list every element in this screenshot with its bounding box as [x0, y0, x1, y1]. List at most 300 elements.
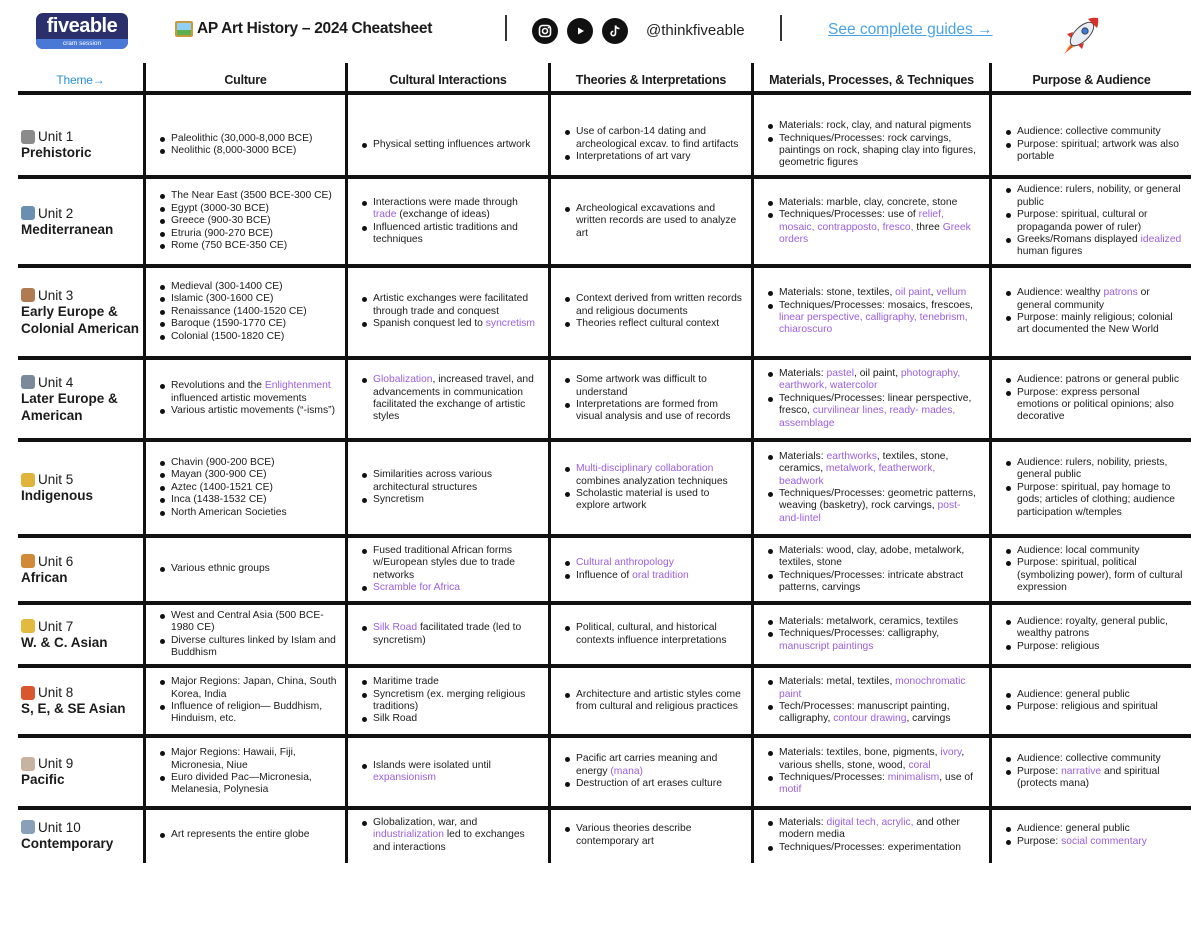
church-icon	[21, 288, 35, 302]
text-segment: Globalization, war, and	[373, 816, 478, 828]
highlighted-term: photography, earthwork, watercolor	[779, 367, 961, 392]
list-item	[158, 190, 332, 202]
unit-name: S, E, & SE Asian	[21, 701, 126, 716]
list-item	[563, 488, 743, 513]
highlighted-term: Multi-disciplinary collaboration	[576, 463, 714, 475]
text-segment: Audience: patrons or general public	[1017, 374, 1179, 386]
text-segment: Interpretations of art vary	[576, 151, 691, 163]
list-item	[158, 635, 337, 660]
page-title	[175, 20, 432, 38]
list-item	[1004, 234, 1183, 259]
list-item	[766, 488, 981, 525]
list-item	[766, 197, 981, 209]
text-segment: Materials: marble, clay, concrete, stone	[779, 196, 958, 208]
unit-number	[21, 472, 146, 487]
text-segment: Islamic (300-1600 CE)	[171, 293, 274, 305]
bullet-list	[1004, 823, 1147, 848]
list-item	[158, 228, 332, 240]
unit-number-text: Unit 3	[38, 287, 74, 303]
text-segment: Egypt (3000-30 BCE)	[171, 202, 269, 214]
list-item	[563, 151, 743, 163]
bullet-list	[766, 616, 981, 653]
text-segment: Various artistic movements (“-isms”)	[171, 405, 336, 417]
list-item	[1004, 836, 1147, 848]
text-segment: Interactions were made through	[373, 196, 518, 208]
list-item	[158, 293, 307, 305]
text-segment: , use of	[939, 772, 974, 783]
text-segment: Silk Road	[373, 713, 418, 725]
highlighted-term: earthworks	[826, 450, 877, 462]
bullet-list	[766, 747, 981, 797]
text-segment: Purpose: mainly religious; colonial art documented the New World	[1017, 312, 1173, 336]
text-segment: Influence of religion— Buddhism, Hinduism, etc.	[171, 701, 323, 725]
list-item	[158, 676, 337, 701]
moai-icon	[21, 130, 35, 144]
bullet-list	[360, 760, 540, 785]
text-segment: Art represents the entire globe	[171, 829, 310, 841]
list-item	[1004, 689, 1158, 701]
unit-label-cell	[21, 538, 146, 601]
list-item	[158, 145, 312, 157]
cell-theories	[551, 115, 751, 175]
instagram-icon[interactable]	[532, 18, 558, 44]
bullet-list	[563, 126, 743, 163]
cell-theories	[551, 738, 751, 806]
list-item	[158, 457, 287, 469]
cell-cultural-interactions	[348, 605, 548, 664]
list-item	[766, 209, 981, 246]
highlighted-term: idealized	[1140, 233, 1182, 245]
page-header	[0, 0, 1200, 64]
bullet-list	[766, 545, 981, 595]
list-item	[360, 713, 540, 725]
text-segment: Use of carbon-14 dating and archeological excav. to find artifacts	[576, 126, 739, 150]
highlighted-term: expansionism	[373, 772, 436, 783]
list-item	[158, 215, 332, 227]
unit-name: Prehistoric	[21, 145, 92, 160]
text-segment: Renaissance (1400-1520 CE)	[171, 305, 307, 317]
highlighted-term: industrialization	[373, 829, 444, 841]
cell-purpose	[992, 360, 1191, 438]
list-item	[1004, 641, 1183, 653]
unit-label-cell	[21, 268, 146, 356]
bullet-list	[563, 374, 743, 424]
text-segment: led to exchanges and interactions	[373, 829, 525, 853]
highlighted-term: oral tradition	[632, 569, 689, 581]
text-segment: Some artwork was difficult to understand	[576, 374, 707, 398]
text-segment: combines analyzation techniques	[576, 475, 728, 487]
text-segment: Audience: collective community	[1017, 753, 1161, 765]
list-item	[360, 622, 540, 647]
cell-culture	[146, 442, 345, 534]
highlighted-term: syncretism	[485, 318, 535, 330]
text-segment: Etruria (900-270 BCE)	[171, 227, 273, 239]
cell-culture	[146, 668, 345, 734]
cell-cultural-interactions	[348, 738, 548, 806]
highlighted-term: oil paint	[895, 287, 931, 299]
bullet-list	[158, 281, 307, 343]
youtube-icon[interactable]	[567, 18, 593, 44]
list-item	[1004, 209, 1183, 234]
text-segment: Spanish conquest led to	[373, 318, 486, 330]
cell-cultural-interactions	[348, 442, 548, 534]
cell-cultural-interactions	[348, 668, 548, 734]
text-segment: Similarities across various architectural structures	[373, 469, 493, 493]
list-item	[563, 463, 743, 488]
cell-culture	[146, 605, 345, 664]
cell-cultural-interactions	[348, 179, 548, 264]
highlighted-term: ivory	[940, 747, 962, 759]
list-item	[1004, 823, 1147, 835]
text-segment: Chavin (900-200 BCE)	[171, 456, 275, 468]
text-segment: , oil paint,	[853, 367, 901, 379]
list-item	[766, 842, 981, 854]
text-segment: and spiritual (protects mana)	[1017, 765, 1160, 790]
unit-label-cell	[21, 668, 146, 734]
bullet-list	[360, 676, 540, 726]
list-item	[158, 331, 307, 343]
bullet-list	[766, 368, 981, 430]
text-segment: Purpose: religious	[1017, 640, 1100, 652]
text-segment: Political, cultural, and historical contexts influence interpretations	[576, 622, 727, 646]
unit-number	[21, 756, 146, 771]
unit-number-text: Unit 6	[38, 553, 74, 569]
cell-cultural-interactions	[348, 360, 548, 438]
text-segment: Paleolithic (30,000-8,000 BCE)	[171, 132, 313, 144]
list-item	[158, 240, 332, 252]
bullet-list	[360, 374, 540, 424]
unit-number	[21, 206, 146, 221]
cell-purpose	[992, 668, 1191, 734]
unit-label-cell	[21, 605, 146, 664]
unit-label-cell	[21, 179, 146, 264]
unit-number-text: Unit 2	[38, 205, 74, 221]
text-segment: Techniques/Processes: rock carvings, paintings on rock, shaping clay into figures, geometric figures	[779, 132, 976, 169]
cell-theories	[551, 668, 751, 734]
text-segment: Artistic exchanges were facilitated through trade and conquest	[373, 293, 529, 317]
text-segment: , increased travel, and advancements in communication facilitated the exchange of artistic styles	[373, 374, 534, 423]
cell-theories	[551, 810, 751, 861]
text-segment: Techniques/Processes: calligraphy,	[779, 628, 940, 640]
text-segment: Baroque (1590-1770 CE)	[171, 318, 287, 330]
cell-purpose	[992, 538, 1191, 601]
highlighted-term: coral	[908, 759, 931, 771]
cell-culture	[146, 360, 345, 438]
bullet-list	[1004, 753, 1183, 790]
text-segment: three	[913, 221, 943, 233]
bullet-list	[360, 139, 530, 151]
highlighted-term: narrative	[1061, 765, 1102, 777]
list-item	[158, 133, 312, 145]
cell-materials	[754, 538, 989, 601]
bullet-list	[766, 817, 981, 854]
text-segment: Rome (750 BCE-350 CE)	[171, 240, 288, 252]
col-header-cultural-interactions: Cultural Interactions	[389, 73, 507, 87]
text-segment: Revolutions and the	[171, 380, 265, 392]
unit-label-cell	[21, 442, 146, 534]
text-segment: Inca (1438-1532 CE)	[171, 494, 267, 506]
list-item	[1004, 126, 1183, 138]
text-segment: Purpose: spiritual, pay homage to gods; articles of clothing; audience participation w/temples	[1017, 481, 1175, 518]
bullet-list	[158, 676, 337, 726]
cell-theories	[551, 360, 751, 438]
list-item	[563, 689, 743, 714]
text-segment: Diverse cultures linked by Islam and Buddhism	[171, 634, 336, 658]
bullet-list	[563, 753, 743, 790]
fiveable-logo[interactable]	[36, 13, 128, 49]
text-segment: Audience: general public	[1017, 823, 1130, 835]
text-segment: Colonial (1500-1820 CE)	[171, 330, 285, 342]
office-building-icon	[21, 820, 35, 834]
list-item	[563, 557, 689, 569]
text-segment: Fused traditional African forms w/European styles due to trade networks	[373, 544, 515, 581]
highlighted-term: Enlightenment	[264, 380, 331, 392]
unit-name: Later Europe & American	[21, 390, 118, 423]
list-item	[563, 293, 743, 318]
text-segment: Purpose:	[1017, 765, 1062, 777]
bullet-list	[563, 689, 743, 714]
cell-purpose	[992, 115, 1191, 175]
cell-theories	[551, 442, 751, 534]
highlighted-term: motif	[779, 784, 802, 796]
complete-guides-link[interactable]: See complete guides →	[828, 21, 993, 38]
text-segment: influenced artistic movements	[171, 392, 307, 404]
unit-name: Early Europe & Colonial American	[21, 303, 140, 336]
list-item	[766, 545, 981, 570]
unit-number-text: Unit 9	[38, 756, 74, 771]
highlighted-term: Cultural anthropology	[576, 557, 674, 569]
text-segment: Various theories describe contemporary art	[576, 823, 692, 847]
bullet-list	[766, 676, 981, 726]
text-segment: Materials:	[779, 367, 827, 379]
list-item	[766, 747, 981, 772]
text-segment: North American Societies	[171, 506, 287, 518]
cell-theories	[551, 268, 751, 356]
list-item	[766, 368, 981, 393]
cell-materials	[754, 360, 989, 438]
list-item	[360, 374, 540, 424]
cell-cultural-interactions	[348, 268, 548, 356]
list-item	[360, 494, 540, 506]
list-item	[1004, 616, 1183, 641]
text-segment: Materials: rock, clay, and natural pigments	[779, 120, 972, 132]
bullet-list	[1004, 287, 1183, 337]
col-header-theme: Theme→	[56, 73, 105, 87]
text-segment: Materials: textiles, bone, pigments,	[779, 747, 941, 759]
unit-name: Indigenous	[21, 488, 93, 503]
text-segment: ,	[930, 287, 937, 299]
list-item	[766, 393, 981, 430]
cell-culture	[146, 538, 345, 601]
text-segment: Greece (900-30 BCE)	[171, 215, 271, 227]
bullet-list	[1004, 184, 1183, 258]
highlighted-term: contour drawing	[833, 713, 907, 725]
highlighted-term: monochromatic paint	[779, 676, 966, 700]
list-item	[766, 120, 981, 132]
list-item	[1004, 701, 1158, 713]
list-item	[766, 676, 981, 701]
text-segment: Syncretism (ex. merging religious traditions)	[373, 688, 526, 712]
text-segment: Techniques/Processes: linear perspective, fresco,	[779, 392, 972, 417]
unit-number-text: Unit 4	[38, 374, 74, 390]
list-item	[563, 126, 743, 151]
classical-building-icon	[21, 206, 35, 220]
list-item	[1004, 557, 1183, 594]
list-item	[360, 582, 540, 594]
bullet-list	[360, 622, 540, 647]
bullet-list	[360, 197, 540, 247]
unit-name: Contemporary	[21, 835, 114, 851]
bullet-list	[1004, 616, 1183, 653]
highlighted-term: Silk Road	[373, 622, 418, 634]
text-segment: Techniques/Processes: mosaics, frescoes,	[779, 299, 974, 311]
text-segment: Audience: rulers, nobility, or general public	[1017, 184, 1181, 208]
cell-cultural-interactions	[348, 115, 548, 175]
text-segment: , various shells, stone, wood,	[779, 747, 965, 771]
text-segment: Techniques/Processes: experimentation	[779, 841, 962, 853]
text-segment: Destruction of art erases culture	[576, 778, 722, 790]
unit-number	[21, 554, 146, 569]
unit-number	[21, 820, 146, 835]
list-item	[158, 281, 307, 293]
list-item	[158, 405, 337, 417]
highlighted-term: vellum	[936, 287, 967, 299]
highlighted-term: Globalization	[373, 374, 433, 386]
list-item	[1004, 287, 1183, 312]
list-item	[360, 760, 540, 785]
list-item	[158, 306, 307, 318]
bullet-list	[158, 829, 310, 841]
list-item	[158, 747, 337, 772]
bullet-list	[158, 747, 337, 797]
highlighted-term: Greek orders	[779, 221, 971, 245]
framed-picture-icon	[175, 21, 193, 37]
cell-purpose	[992, 810, 1191, 861]
cell-culture	[146, 179, 345, 264]
text-segment: human figures	[1017, 246, 1083, 258]
col-header-culture: Culture	[224, 73, 267, 87]
text-segment: Techniques/Processes:	[779, 772, 888, 783]
unit-number	[21, 129, 146, 144]
bullet-list	[158, 563, 270, 575]
bullet-list	[1004, 457, 1183, 519]
text-segment: Tech/Processes: manuscript painting, calligraphy,	[779, 701, 950, 725]
cell-culture	[146, 115, 345, 175]
unit-name: Pacific	[21, 772, 65, 787]
text-segment: Neolithic (8,000-3000 BCE)	[171, 145, 297, 156]
pagoda-icon	[21, 686, 35, 700]
text-segment: , carvings	[906, 713, 951, 725]
text-segment: Influence of	[576, 569, 633, 581]
cell-culture	[146, 268, 345, 356]
cell-cultural-interactions	[348, 810, 548, 861]
list-item	[563, 753, 743, 778]
list-item	[563, 778, 743, 790]
list-item	[563, 570, 689, 582]
text-segment: Medieval (300-1400 CE)	[171, 280, 283, 292]
list-item	[563, 318, 743, 330]
col-header-theories: Theories & Interpretations	[575, 73, 727, 87]
grid-line	[18, 91, 1191, 95]
text-segment: Islands were isolated until	[373, 759, 491, 771]
cell-purpose	[992, 179, 1191, 264]
text-segment: Pacific art carries meaning and energy	[576, 753, 718, 777]
text-segment: Audience: wealthy	[1017, 287, 1104, 299]
list-item	[360, 139, 530, 151]
cell-theories	[551, 538, 751, 601]
text-segment: Techniques/Processes: use of	[779, 209, 919, 221]
list-item	[1004, 482, 1183, 519]
text-segment: Aztec (1400-1521 CE)	[171, 481, 273, 493]
cell-materials	[754, 179, 989, 264]
bullet-list	[563, 463, 743, 513]
list-item	[158, 610, 337, 635]
list-item	[158, 203, 332, 215]
highlighted-term: manuscript paintings	[779, 640, 874, 652]
list-item	[158, 701, 337, 726]
list-item	[158, 482, 287, 494]
text-segment: Techniques/Processes: intricate abstract patterns, carvings	[779, 569, 964, 593]
bullet-list	[766, 287, 981, 337]
list-item	[766, 616, 981, 628]
unit-label-cell	[21, 810, 146, 861]
list-item	[158, 494, 287, 506]
text-segment: Materials:	[779, 450, 827, 462]
cell-materials	[754, 605, 989, 664]
highlighted-term: linear perspective, calligraphy, tenebrism, chiaroscuro	[779, 312, 968, 336]
text-segment: Scholastic material is used to explore artwork	[576, 488, 710, 512]
text-segment: , textiles, stone, ceramics,	[779, 450, 949, 475]
tiktok-icon[interactable]	[602, 18, 628, 44]
cell-theories	[551, 605, 751, 664]
cell-materials	[754, 115, 989, 175]
mosque-icon	[21, 619, 35, 633]
highlighted-term: metalwork, featherwork, beadwork	[779, 463, 936, 487]
vase-icon	[21, 554, 35, 568]
text-segment: Euro divided Pac—Micronesia, Melanesia, Polynesia	[171, 772, 312, 796]
text-segment: West and Central Asia (500 BCE-1980 CE)	[171, 609, 324, 634]
unit-label-cell	[21, 738, 146, 806]
text-segment: Materials: stone, textiles,	[779, 287, 896, 299]
bullet-list	[563, 622, 743, 647]
text-segment: Purpose:	[1017, 835, 1062, 847]
text-segment: Major Regions: Japan, China, South Korea, India	[171, 676, 337, 700]
highlighted-term: curvilinear lines, ready- mades, assemblage	[779, 405, 956, 429]
bullet-list	[360, 469, 540, 506]
corn-icon	[21, 473, 35, 487]
list-item	[563, 203, 743, 240]
list-item	[1004, 387, 1183, 424]
cell-materials	[754, 738, 989, 806]
page-title-text: AP Art History – 2024 Cheatsheet	[197, 20, 433, 37]
highlighted-term: pastel	[826, 367, 854, 379]
unit-label-cell	[21, 360, 146, 438]
list-item	[158, 563, 270, 575]
bullet-list	[360, 293, 540, 330]
bullet-list	[158, 190, 332, 252]
crossed-swords-icon	[21, 375, 35, 389]
list-item	[1004, 312, 1183, 337]
bullet-list	[563, 293, 743, 330]
list-item	[766, 451, 981, 488]
cell-culture	[146, 738, 345, 806]
list-item	[158, 469, 287, 481]
unit-number-text: Unit 8	[38, 685, 74, 700]
bullet-list	[1004, 374, 1183, 424]
list-item	[766, 817, 981, 842]
list-item	[360, 469, 540, 494]
bullet-list	[766, 451, 981, 525]
